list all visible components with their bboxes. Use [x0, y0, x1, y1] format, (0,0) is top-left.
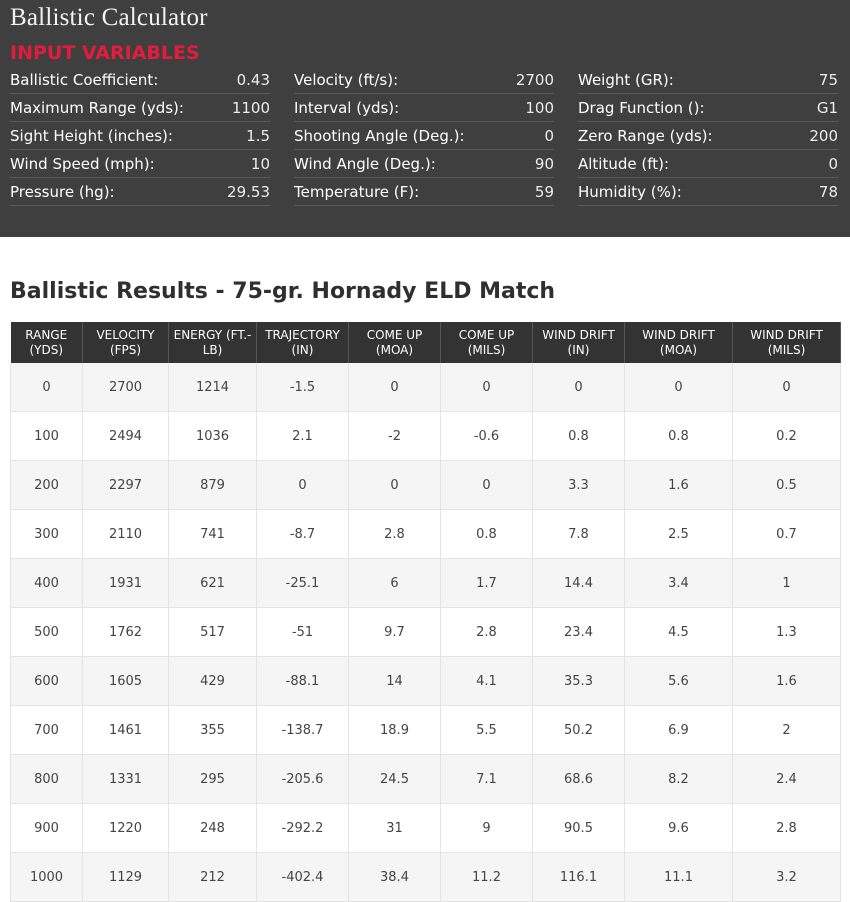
- table-cell: 1: [733, 559, 841, 608]
- table-row: [11, 706, 841, 755]
- table-cell: 35.3: [533, 657, 625, 706]
- table-cell: 1.6: [733, 657, 841, 706]
- input-variable: [10, 66, 270, 94]
- input-variable: [578, 94, 838, 122]
- column-header: [257, 322, 349, 363]
- table-row: [11, 853, 841, 902]
- table-cell: 2297: [83, 461, 169, 510]
- column-header: [441, 322, 533, 363]
- table-cell: 3.2: [733, 853, 841, 902]
- table-cell: 6.9: [625, 706, 733, 755]
- input-variable: [10, 94, 270, 122]
- table-cell: 355: [169, 706, 257, 755]
- table-cell: 4.1: [441, 657, 533, 706]
- column-header-line: WIND DRIFT: [542, 327, 615, 342]
- column-header-line: TRAJECTORY: [265, 327, 340, 342]
- table-cell: 1000: [11, 853, 83, 902]
- table-cell: 1214: [169, 363, 257, 412]
- table-cell: 116.1: [533, 853, 625, 902]
- table-cell: 1129: [83, 853, 169, 902]
- table-cell: 0.7: [733, 510, 841, 559]
- table-cell: 600: [11, 657, 83, 706]
- input-variable-value: 100: [525, 98, 554, 117]
- table-cell: 5.5: [441, 706, 533, 755]
- table-cell: 0: [11, 363, 83, 412]
- table-cell: 4.5: [625, 608, 733, 657]
- ballistic-results-table: [10, 322, 841, 902]
- table-cell: 5.6: [625, 657, 733, 706]
- ballistic-calculator-panel: [0, 0, 850, 237]
- table-cell: 0: [533, 363, 625, 412]
- table-cell: 2.8: [733, 804, 841, 853]
- column-header: [733, 322, 841, 363]
- table-cell: 2.1: [257, 412, 349, 461]
- column-header: [349, 322, 441, 363]
- table-cell: 2: [733, 706, 841, 755]
- column-header-line: COME UP: [366, 327, 423, 342]
- input-variable-value: 75: [818, 70, 838, 89]
- input-variable-label: Altitude (ft):: [578, 154, 670, 173]
- table-cell: 3.4: [625, 559, 733, 608]
- table-cell: 0.2: [733, 412, 841, 461]
- table-row: [11, 510, 841, 559]
- input-variable-label: Interval (yds):: [294, 98, 400, 117]
- table-cell: 2.8: [349, 510, 441, 559]
- input-variable-label: Wind Angle (Deg.):: [294, 154, 436, 173]
- table-cell: 1.3: [733, 608, 841, 657]
- input-variables-grid: [10, 66, 840, 206]
- input-variable: [294, 150, 554, 178]
- column-header-line: WIND DRIFT: [750, 327, 823, 342]
- column-header-line: (MILS): [767, 342, 806, 357]
- input-variable: [578, 122, 838, 150]
- results-body: [11, 363, 841, 902]
- input-variables-heading: INPUT VARIABLES: [10, 42, 200, 64]
- table-cell: 1331: [83, 755, 169, 804]
- input-variable-label: Humidity (%):: [578, 182, 682, 201]
- input-variable-label: Maximum Range (yds):: [10, 98, 184, 117]
- table-cell: 100: [11, 412, 83, 461]
- column-header: [83, 322, 169, 363]
- column-header-line: (YDS): [29, 342, 64, 357]
- table-cell: 1220: [83, 804, 169, 853]
- table-cell: 0.8: [441, 510, 533, 559]
- table-cell: 3.3: [533, 461, 625, 510]
- column-header: [11, 322, 83, 363]
- column-header-line: LB): [202, 342, 223, 357]
- column-header: [533, 322, 625, 363]
- input-variable: [294, 178, 554, 206]
- table-cell: 90.5: [533, 804, 625, 853]
- table-cell: 1036: [169, 412, 257, 461]
- table-cell: 295: [169, 755, 257, 804]
- table-cell: 879: [169, 461, 257, 510]
- table-cell: -292.2: [257, 804, 349, 853]
- table-cell: 50.2: [533, 706, 625, 755]
- table-cell: 8.2: [625, 755, 733, 804]
- input-variable-value: 10: [250, 154, 270, 173]
- table-cell: -0.6: [441, 412, 533, 461]
- results-header-row: [11, 322, 841, 363]
- table-cell: 0.8: [533, 412, 625, 461]
- table-cell: 38.4: [349, 853, 441, 902]
- table-cell: 2700: [83, 363, 169, 412]
- table-cell: 0: [349, 363, 441, 412]
- table-cell: 7.8: [533, 510, 625, 559]
- input-variable: [294, 66, 554, 94]
- table-cell: 0: [349, 461, 441, 510]
- input-variable-value: 1100: [231, 98, 270, 117]
- table-cell: 9.7: [349, 608, 441, 657]
- table-cell: 2494: [83, 412, 169, 461]
- input-variable: [10, 122, 270, 150]
- input-variable: [294, 122, 554, 150]
- input-variable-value: G1: [816, 98, 838, 117]
- table-cell: 1931: [83, 559, 169, 608]
- table-cell: 0: [733, 363, 841, 412]
- input-variable-value: 200: [809, 126, 838, 145]
- table-cell: 0: [257, 461, 349, 510]
- table-cell: 7.1: [441, 755, 533, 804]
- input-variable: [578, 178, 838, 206]
- table-cell: -25.1: [257, 559, 349, 608]
- input-variable-value: 90: [534, 154, 554, 173]
- column-header-line: RANGE: [25, 327, 68, 342]
- input-variable-label: Shooting Angle (Deg.):: [294, 126, 465, 145]
- table-cell: 0: [625, 363, 733, 412]
- input-variable-value: 2700: [515, 70, 554, 89]
- table-row: [11, 363, 841, 412]
- table-cell: 800: [11, 755, 83, 804]
- column-header-line: (MILS): [467, 342, 506, 357]
- column-header-line: (IN): [291, 342, 314, 357]
- input-variable-label: Ballistic Coefficient:: [10, 70, 159, 89]
- table-cell: 18.9: [349, 706, 441, 755]
- table-cell: 24.5: [349, 755, 441, 804]
- input-variable: [578, 66, 838, 94]
- column-header-line: VELOCITY: [96, 327, 155, 342]
- input-variable-label: Weight (GR):: [578, 70, 674, 89]
- column-header-line: (FPS): [109, 342, 142, 357]
- column-header-line: COME UP: [458, 327, 515, 342]
- input-variable-label: Drag Function ():: [578, 98, 705, 117]
- column-header: [169, 322, 257, 363]
- table-cell: -2: [349, 412, 441, 461]
- table-cell: 11.1: [625, 853, 733, 902]
- table-cell: 9.6: [625, 804, 733, 853]
- table-cell: 14.4: [533, 559, 625, 608]
- input-variable-value: 1.5: [246, 126, 270, 145]
- table-cell: 700: [11, 706, 83, 755]
- input-variable-value: 29.53: [227, 182, 270, 201]
- table-cell: 500: [11, 608, 83, 657]
- table-cell: 2.8: [441, 608, 533, 657]
- table-cell: 621: [169, 559, 257, 608]
- table-cell: 1.6: [625, 461, 733, 510]
- table-cell: 0.5: [733, 461, 841, 510]
- table-cell: 200: [11, 461, 83, 510]
- input-variable-value: 59: [534, 182, 554, 201]
- table-cell: 0.8: [625, 412, 733, 461]
- table-cell: 1.7: [441, 559, 533, 608]
- table-cell: -402.4: [257, 853, 349, 902]
- table-cell: 517: [169, 608, 257, 657]
- table-cell: 0: [441, 461, 533, 510]
- table-cell: 1762: [83, 608, 169, 657]
- table-cell: 9: [441, 804, 533, 853]
- column-header-line: ENERGY (FT.-: [173, 327, 252, 342]
- table-row: [11, 461, 841, 510]
- column-header: [625, 322, 733, 363]
- table-cell: 31: [349, 804, 441, 853]
- input-variable: [10, 150, 270, 178]
- table-cell: 2.4: [733, 755, 841, 804]
- table-cell: 14: [349, 657, 441, 706]
- table-row: [11, 804, 841, 853]
- table-cell: -88.1: [257, 657, 349, 706]
- input-variable-label: Velocity (ft/s):: [294, 70, 399, 89]
- input-variable-value: 0: [828, 154, 838, 173]
- table-cell: 400: [11, 559, 83, 608]
- table-row: [11, 412, 841, 461]
- column-header-line: WIND DRIFT: [642, 327, 715, 342]
- table-cell: 23.4: [533, 608, 625, 657]
- table-cell: 248: [169, 804, 257, 853]
- table-cell: 2110: [83, 510, 169, 559]
- table-cell: 212: [169, 853, 257, 902]
- table-cell: 741: [169, 510, 257, 559]
- column-header-line: (MOA): [375, 342, 414, 357]
- table-cell: -51: [257, 608, 349, 657]
- table-cell: 2.5: [625, 510, 733, 559]
- results-title: Ballistic Results - 75-gr. Hornady ELD Match: [10, 279, 556, 304]
- table-cell: -8.7: [257, 510, 349, 559]
- input-variable-label: Pressure (hg):: [10, 182, 115, 201]
- table-cell: 300: [11, 510, 83, 559]
- table-cell: -1.5: [257, 363, 349, 412]
- table-cell: -138.7: [257, 706, 349, 755]
- input-variable: [10, 178, 270, 206]
- input-variable-value: 78: [818, 182, 838, 201]
- table-row: [11, 559, 841, 608]
- input-variable: [578, 150, 838, 178]
- table-cell: 900: [11, 804, 83, 853]
- table-cell: 11.2: [441, 853, 533, 902]
- calculator-title: Ballistic Calculator: [10, 4, 208, 31]
- table-row: [11, 657, 841, 706]
- table-cell: 1461: [83, 706, 169, 755]
- table-cell: 68.6: [533, 755, 625, 804]
- input-variable-value: 0.43: [236, 70, 270, 89]
- table-cell: 1605: [83, 657, 169, 706]
- input-variable-value: 0: [544, 126, 554, 145]
- input-variable-label: Sight Height (inches):: [10, 126, 173, 145]
- table-cell: 0: [441, 363, 533, 412]
- column-header-line: (IN): [567, 342, 590, 357]
- table-row: [11, 608, 841, 657]
- input-variable-label: Zero Range (yds):: [578, 126, 713, 145]
- table-cell: -205.6: [257, 755, 349, 804]
- table-row: [11, 755, 841, 804]
- table-cell: 429: [169, 657, 257, 706]
- column-header-line: (MOA): [659, 342, 698, 357]
- table-cell: 6: [349, 559, 441, 608]
- input-variable: [294, 94, 554, 122]
- input-variable-label: Wind Speed (mph):: [10, 154, 155, 173]
- input-variable-label: Temperature (F):: [294, 182, 420, 201]
